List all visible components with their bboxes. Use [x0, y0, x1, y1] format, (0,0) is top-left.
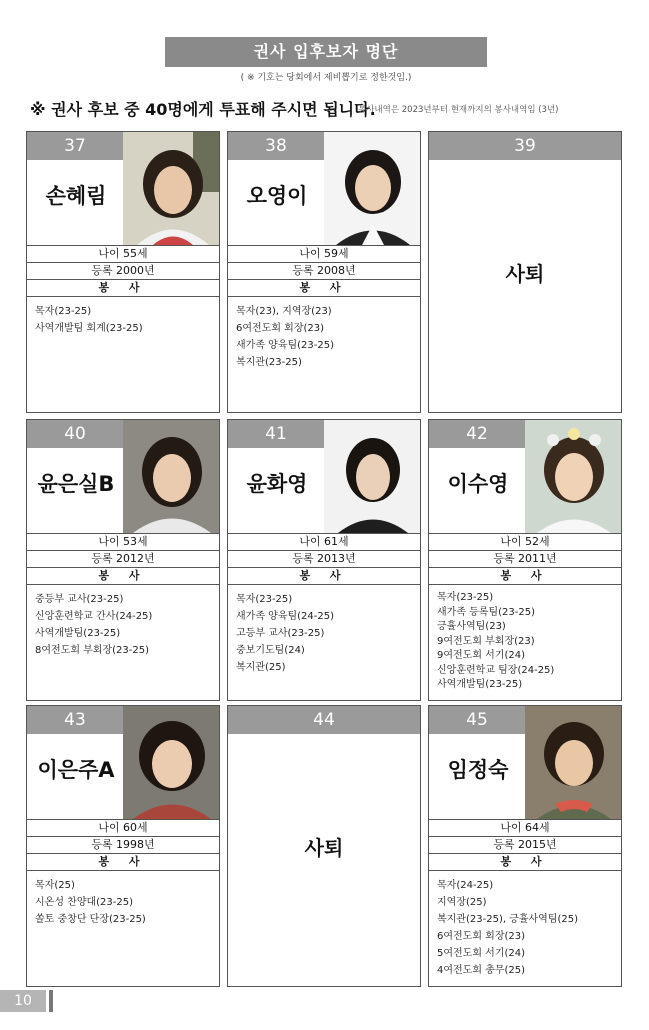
service-header: 봉 사 [228, 280, 420, 297]
candidate-registered: 등록 2000년 [27, 263, 219, 280]
service-header: 봉 사 [27, 568, 219, 585]
candidate-photo [525, 706, 622, 819]
service-item: 목자(23-25) [437, 592, 494, 603]
service-list [35, 877, 146, 928]
candidate-number: 38 [228, 132, 324, 160]
candidate-number: 45 [429, 706, 525, 734]
candidate-age: 나이 53세 [27, 534, 219, 551]
service-header: 봉 사 [27, 854, 219, 871]
candidate-registered: 등록 2008년 [228, 263, 420, 280]
service-item: 4여전도회 총무(25) [437, 965, 526, 976]
service-item: 9여전도회 서기(24) [437, 650, 526, 661]
candidate-age: 나이 60세 [27, 820, 219, 837]
service-item: 새가족 등록팀(23-25) [437, 606, 535, 618]
service-item: 6여전도회 회장(23) [236, 323, 325, 334]
candidate-card-39 [428, 131, 622, 413]
candidate-card-44 [227, 705, 421, 987]
candidate-registered: 등록 2015년 [429, 837, 621, 854]
service-item: 복지관(23-25) [236, 357, 302, 368]
service-item: 신앙훈련학교 간사(24-25) [35, 611, 153, 622]
candidate-age: 나이 52세 [429, 534, 621, 551]
candidate-number: 37 [27, 132, 123, 160]
service-item: 목자(25) [35, 880, 75, 891]
candidate-age: 나이 64세 [429, 820, 621, 837]
candidate-photo [123, 420, 220, 533]
candidate-name: 이은주A [37, 758, 115, 782]
candidate-photo [525, 420, 622, 533]
service-item: 사역개발팀(23-25) [437, 679, 523, 690]
candidate-registered: 등록 2013년 [228, 551, 420, 568]
candidate-photo [123, 132, 220, 245]
candidate-name: 윤화영 [246, 472, 308, 496]
candidate-registered: 등록 1998년 [27, 837, 219, 854]
service-header: 봉 사 [429, 854, 621, 871]
service-item: 목자(23-25) [236, 594, 293, 605]
service-item: 중보기도팀(24) [236, 645, 305, 656]
candidate-name: 손혜림 [45, 184, 107, 208]
service-item: 쏠토 중창단 단장(23-25) [35, 914, 146, 925]
service-list [437, 877, 578, 979]
candidate-card-38 [227, 131, 421, 413]
service-item: 8여전도회 부회장(23-25) [35, 645, 150, 656]
candidate-number: 44 [228, 706, 420, 734]
candidate-name: 임정숙 [447, 758, 509, 782]
service-item: 사역개발팀(23-25) [35, 628, 121, 639]
service-item: 신앙훈련학교 팀장(24-25) [437, 664, 555, 676]
page-title: 권사 입후보자 명단 [165, 37, 487, 67]
service-header: 봉 사 [429, 568, 621, 585]
candidate-card-41 [227, 419, 421, 701]
service-item: 지역장(25) [437, 897, 487, 908]
resigned-label: 사퇴 [505, 261, 545, 286]
candidate-name: 이수영 [447, 472, 509, 496]
service-list [236, 303, 334, 371]
service-item: 복지관(25) [236, 662, 286, 673]
service-item: 중등부 교사(23-25) [35, 594, 124, 605]
candidate-age: 나이 61세 [228, 534, 420, 551]
service-header: 봉 사 [27, 280, 219, 297]
candidate-photo [123, 706, 220, 819]
service-item: 목자(23-25) [35, 306, 92, 317]
service-item: 5여전도회 서기(24) [437, 948, 526, 959]
candidate-registered: 등록 2012년 [27, 551, 219, 568]
candidate-number: 42 [429, 420, 525, 448]
service-item: 복지관(23-25), 긍휼사역팀(25) [437, 914, 579, 925]
candidate-registered: 등록 2011년 [429, 551, 621, 568]
service-list [437, 591, 554, 693]
service-item: 9여전도회 부회장(23) [437, 635, 535, 647]
candidate-photo [324, 420, 421, 533]
service-item: 새가족 양육팀(23-25) [236, 340, 334, 351]
voting-instruction: ※ 권사 후보 중 40명에게 투표해 주시면 됩니다. [30, 100, 376, 119]
service-item: 시온성 찬양대(23-25) [35, 897, 133, 908]
service-header: 봉 사 [228, 568, 420, 585]
candidate-number: 39 [429, 132, 621, 160]
service-item: 사역개발팀 회계(23-25) [35, 323, 143, 334]
service-item: 목자(24-25) [437, 880, 494, 891]
service-item: 고등부 교사(23-25) [236, 628, 325, 639]
candidate-age: 나이 59세 [228, 246, 420, 263]
candidate-number: 41 [228, 420, 324, 448]
service-list [35, 303, 143, 337]
candidate-name: 오영이 [246, 184, 308, 208]
candidate-card-43 [26, 705, 220, 987]
candidate-photo [324, 132, 421, 245]
service-list [35, 591, 152, 659]
candidate-card-42 [428, 419, 622, 701]
service-item: 새가족 양육팀(24-25) [236, 611, 334, 622]
candidate-number: 40 [27, 420, 123, 448]
candidate-card-37 [26, 131, 220, 413]
service-item: 6여전도회 회장(23) [437, 931, 526, 942]
candidate-number: 43 [27, 706, 123, 734]
page-subtitle: ( ※ 기호는 당회에서 제비뽑기로 정한것임.) [240, 73, 412, 83]
candidate-age: 나이 55세 [27, 246, 219, 263]
candidate-name: 윤은실B [37, 472, 115, 496]
candidate-card-40 [26, 419, 220, 701]
page-number: 10 [0, 990, 46, 1012]
resigned-label: 사퇴 [304, 835, 344, 860]
service-item: 목자(23), 지역장(23) [236, 306, 332, 317]
service-list [236, 591, 334, 676]
service-item: 긍휼사역팀(23) [437, 621, 506, 632]
service-period-note: 봉사내역은 2023년부터 현재까지의 봉사내역임 (3년) [358, 105, 559, 115]
candidate-card-45 [428, 705, 622, 987]
